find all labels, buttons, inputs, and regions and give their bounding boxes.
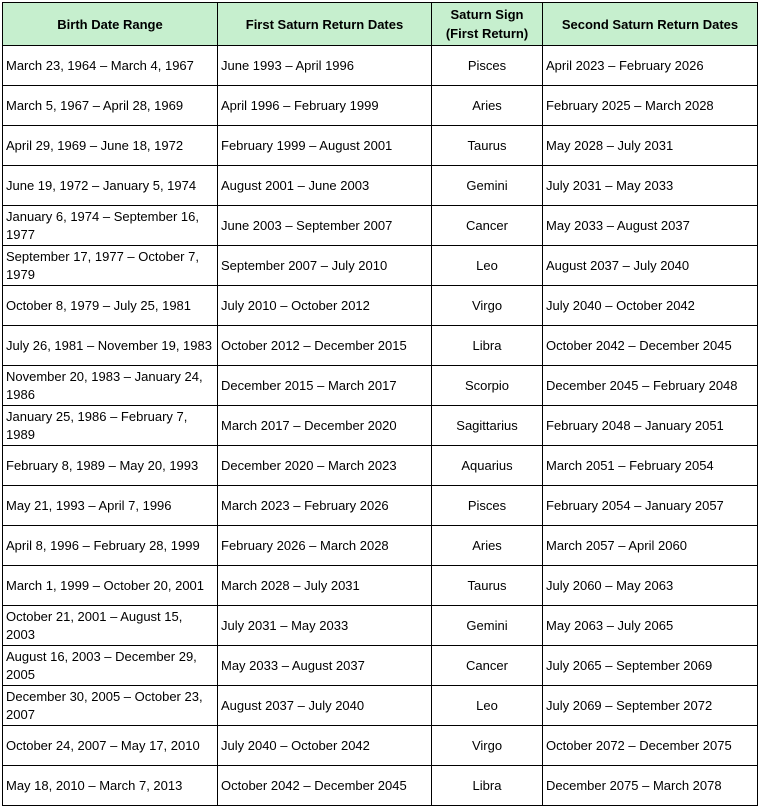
header-second-return: Second Saturn Return Dates bbox=[543, 3, 758, 46]
first-return-cell: October 2012 – December 2015 bbox=[218, 326, 432, 366]
table-row bbox=[3, 406, 758, 446]
saturn-sign-cell: Gemini bbox=[432, 606, 543, 646]
table-row bbox=[3, 126, 758, 166]
first-return-cell: October 2042 – December 2045 bbox=[218, 766, 432, 806]
birth-range-cell: December 30, 2005 – October 23, 2007 bbox=[3, 686, 218, 726]
saturn-sign-cell: Cancer bbox=[432, 646, 543, 686]
second-return-cell: July 2060 – May 2063 bbox=[543, 566, 758, 606]
saturn-sign-cell: Virgo bbox=[432, 726, 543, 766]
second-return-cell: February 2048 – January 2051 bbox=[543, 406, 758, 446]
table-row bbox=[3, 446, 758, 486]
second-return-cell: July 2031 – May 2033 bbox=[543, 166, 758, 206]
table-row bbox=[3, 606, 758, 646]
table-row bbox=[3, 86, 758, 126]
second-return-cell: February 2025 – March 2028 bbox=[543, 86, 758, 126]
table-body bbox=[3, 46, 758, 806]
second-return-cell: July 2065 – September 2069 bbox=[543, 646, 758, 686]
saturn-sign-cell: Scorpio bbox=[432, 366, 543, 406]
first-return-cell: March 2028 – July 2031 bbox=[218, 566, 432, 606]
first-return-cell: December 2015 – March 2017 bbox=[218, 366, 432, 406]
saturn-sign-cell: Sagittarius bbox=[432, 406, 543, 446]
birth-range-cell: July 26, 1981 – November 19, 1983 bbox=[3, 326, 218, 366]
first-return-cell: August 2037 – July 2040 bbox=[218, 686, 432, 726]
saturn-sign-cell: Leo bbox=[432, 686, 543, 726]
first-return-cell: March 2017 – December 2020 bbox=[218, 406, 432, 446]
birth-range-cell: June 19, 1972 – January 5, 1974 bbox=[3, 166, 218, 206]
second-return-cell: April 2023 – February 2026 bbox=[543, 46, 758, 86]
table-row bbox=[3, 166, 758, 206]
second-return-cell: May 2028 – July 2031 bbox=[543, 126, 758, 166]
saturn-sign-cell: Taurus bbox=[432, 566, 543, 606]
birth-range-cell: March 1, 1999 – October 20, 2001 bbox=[3, 566, 218, 606]
first-return-cell: April 1996 – February 1999 bbox=[218, 86, 432, 126]
birth-range-cell: February 8, 1989 – May 20, 1993 bbox=[3, 446, 218, 486]
birth-range-cell: May 21, 1993 – April 7, 1996 bbox=[3, 486, 218, 526]
saturn-sign-cell: Leo bbox=[432, 246, 543, 286]
first-return-cell: July 2010 – October 2012 bbox=[218, 286, 432, 326]
second-return-cell: August 2037 – July 2040 bbox=[543, 246, 758, 286]
table-row bbox=[3, 486, 758, 526]
saturn-sign-cell: Pisces bbox=[432, 486, 543, 526]
first-return-cell: June 2003 – September 2007 bbox=[218, 206, 432, 246]
table-row bbox=[3, 646, 758, 686]
first-return-cell: May 2033 – August 2037 bbox=[218, 646, 432, 686]
second-return-cell: July 2040 – October 2042 bbox=[543, 286, 758, 326]
saturn-sign-cell: Libra bbox=[432, 766, 543, 806]
birth-range-cell: January 6, 1974 – September 16, 1977 bbox=[3, 206, 218, 246]
birth-range-cell: August 16, 2003 – December 29, 2005 bbox=[3, 646, 218, 686]
first-return-cell: June 1993 – April 1996 bbox=[218, 46, 432, 86]
second-return-cell: May 2063 – July 2065 bbox=[543, 606, 758, 646]
table-row bbox=[3, 46, 758, 86]
birth-range-cell: March 23, 1964 – March 4, 1967 bbox=[3, 46, 218, 86]
birth-range-cell: October 8, 1979 – July 25, 1981 bbox=[3, 286, 218, 326]
table-row bbox=[3, 246, 758, 286]
first-return-cell: December 2020 – March 2023 bbox=[218, 446, 432, 486]
birth-range-cell: September 17, 1977 – October 7, 1979 bbox=[3, 246, 218, 286]
birth-range-cell: April 29, 1969 – June 18, 1972 bbox=[3, 126, 218, 166]
second-return-cell: July 2069 – September 2072 bbox=[543, 686, 758, 726]
header-saturn-sign: Saturn Sign (First Return) bbox=[432, 3, 543, 46]
table-row bbox=[3, 566, 758, 606]
birth-range-cell: May 18, 2010 – March 7, 2013 bbox=[3, 766, 218, 806]
birth-range-cell: October 24, 2007 – May 17, 2010 bbox=[3, 726, 218, 766]
saturn-sign-cell: Aries bbox=[432, 86, 543, 126]
second-return-cell: December 2045 – February 2048 bbox=[543, 366, 758, 406]
saturn-sign-cell: Taurus bbox=[432, 126, 543, 166]
second-return-cell: March 2051 – February 2054 bbox=[543, 446, 758, 486]
saturn-sign-cell: Cancer bbox=[432, 206, 543, 246]
table-row bbox=[3, 766, 758, 806]
birth-range-cell: January 25, 1986 – February 7, 1989 bbox=[3, 406, 218, 446]
birth-range-cell: April 8, 1996 – February 28, 1999 bbox=[3, 526, 218, 566]
first-return-cell: August 2001 – June 2003 bbox=[218, 166, 432, 206]
table-header bbox=[3, 3, 758, 46]
first-return-cell: March 2023 – February 2026 bbox=[218, 486, 432, 526]
header-row bbox=[3, 3, 758, 46]
table-row bbox=[3, 686, 758, 726]
saturn-sign-cell: Pisces bbox=[432, 46, 543, 86]
birth-range-cell: November 20, 1983 – January 24, 1986 bbox=[3, 366, 218, 406]
saturn-sign-cell: Libra bbox=[432, 326, 543, 366]
second-return-cell: October 2072 – December 2075 bbox=[543, 726, 758, 766]
table-row bbox=[3, 726, 758, 766]
table-row bbox=[3, 326, 758, 366]
birth-range-cell: March 5, 1967 – April 28, 1969 bbox=[3, 86, 218, 126]
table-row bbox=[3, 526, 758, 566]
saturn-sign-cell: Aquarius bbox=[432, 446, 543, 486]
first-return-cell: July 2031 – May 2033 bbox=[218, 606, 432, 646]
saturn-return-table bbox=[2, 2, 758, 806]
table-row bbox=[3, 206, 758, 246]
first-return-cell: February 2026 – March 2028 bbox=[218, 526, 432, 566]
table-row bbox=[3, 366, 758, 406]
saturn-sign-cell: Aries bbox=[432, 526, 543, 566]
second-return-cell: March 2057 – April 2060 bbox=[543, 526, 758, 566]
birth-range-cell: October 21, 2001 – August 15, 2003 bbox=[3, 606, 218, 646]
second-return-cell: February 2054 – January 2057 bbox=[543, 486, 758, 526]
saturn-sign-cell: Gemini bbox=[432, 166, 543, 206]
header-first-return: First Saturn Return Dates bbox=[218, 3, 432, 46]
first-return-cell: July 2040 – October 2042 bbox=[218, 726, 432, 766]
second-return-cell: December 2075 – March 2078 bbox=[543, 766, 758, 806]
table-row bbox=[3, 286, 758, 326]
second-return-cell: October 2042 – December 2045 bbox=[543, 326, 758, 366]
first-return-cell: September 2007 – July 2010 bbox=[218, 246, 432, 286]
second-return-cell: May 2033 – August 2037 bbox=[543, 206, 758, 246]
first-return-cell: February 1999 – August 2001 bbox=[218, 126, 432, 166]
header-birth-range: Birth Date Range bbox=[3, 3, 218, 46]
saturn-sign-cell: Virgo bbox=[432, 286, 543, 326]
